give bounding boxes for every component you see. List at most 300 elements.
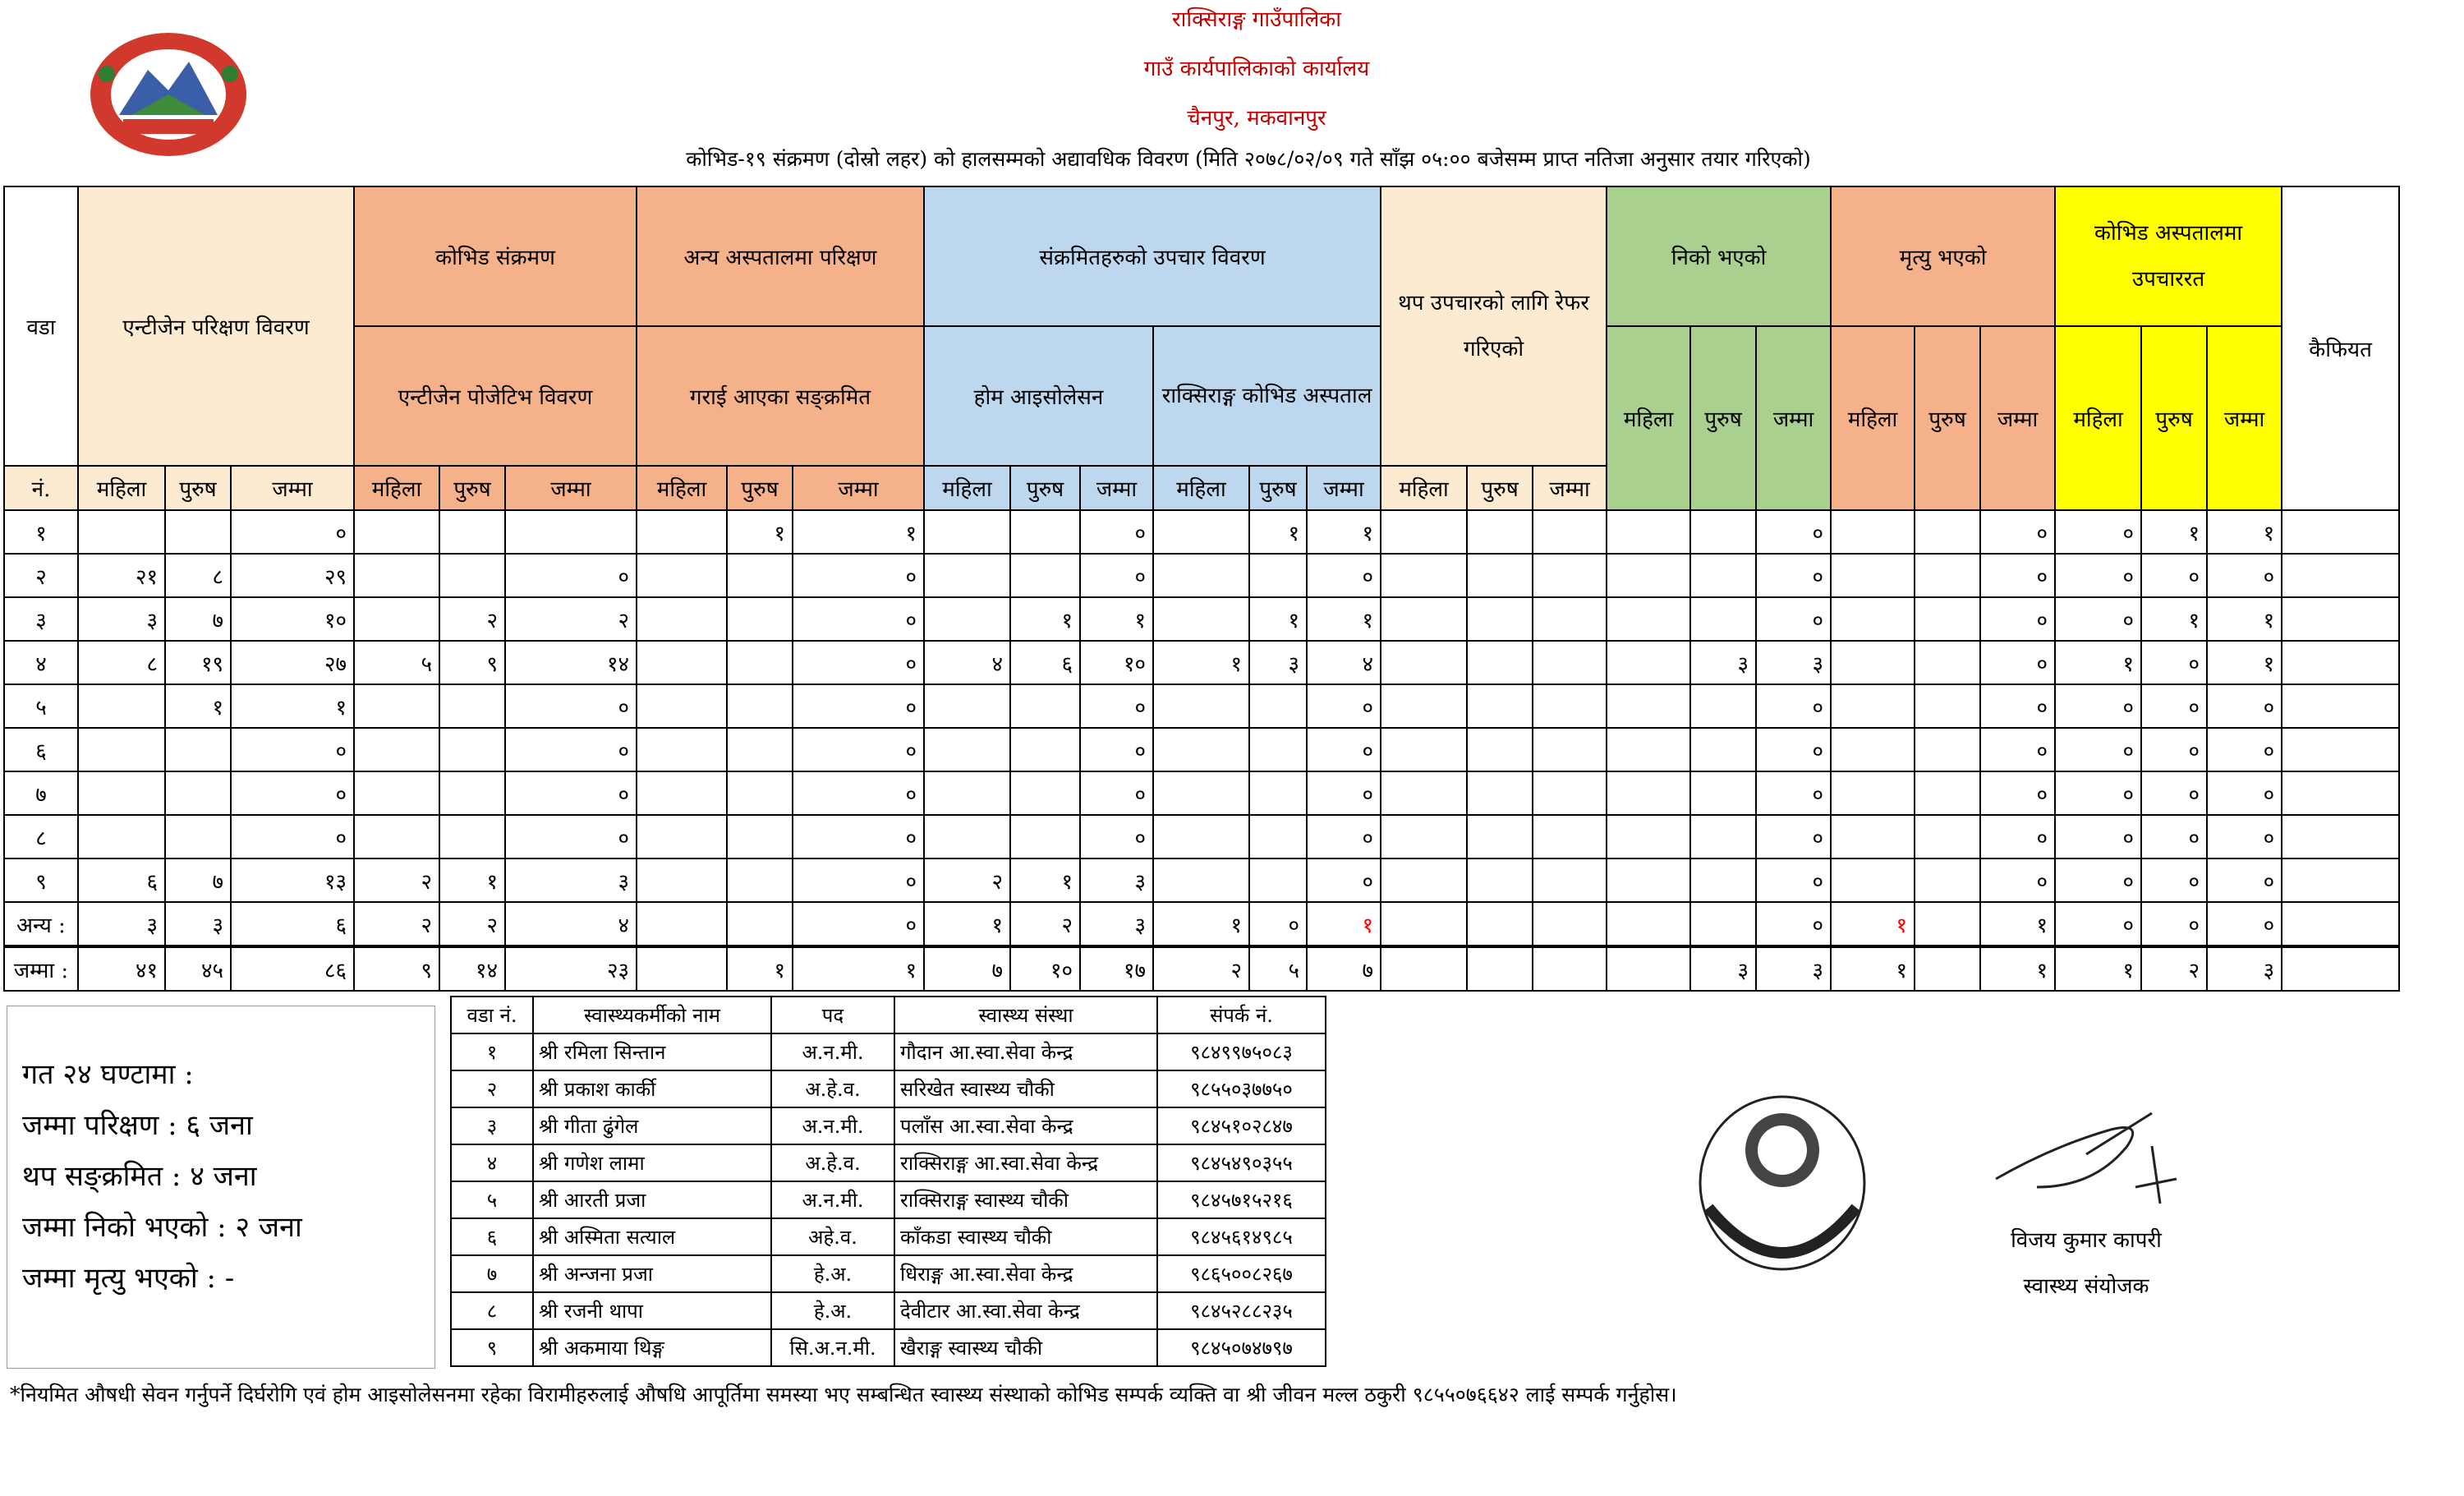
table-cell: १४ bbox=[505, 641, 637, 684]
table-cell bbox=[637, 554, 727, 597]
table-cell bbox=[1533, 815, 1607, 858]
table-cell: ० bbox=[1756, 684, 1831, 728]
table-cell bbox=[1153, 510, 1249, 554]
table-cell: १ bbox=[1249, 510, 1307, 554]
table-cell bbox=[1153, 771, 1249, 815]
table-cell: १ bbox=[1153, 641, 1249, 684]
table-cell: ० bbox=[505, 728, 637, 771]
contact-cell: राक्सिराङ्ग स्वास्थ्य चौकी bbox=[894, 1181, 1157, 1218]
table-cell: ० bbox=[2141, 815, 2207, 858]
table-cell bbox=[1249, 771, 1307, 815]
contact-cell: श्री अन्जना प्रजा bbox=[533, 1255, 771, 1292]
table-cell bbox=[1467, 728, 1533, 771]
table-cell bbox=[924, 815, 1010, 858]
nepal-emblem-icon bbox=[82, 25, 255, 164]
contact-row bbox=[451, 1255, 1326, 1292]
table-row bbox=[4, 641, 2399, 684]
table-cell: ० bbox=[2141, 684, 2207, 728]
contacts-header-row bbox=[451, 997, 1326, 1033]
ward-cell: १ bbox=[4, 510, 78, 554]
ward-cell: ९ bbox=[4, 858, 78, 902]
table-cell: ० bbox=[2141, 858, 2207, 902]
table-cell bbox=[1467, 641, 1533, 684]
ward-cell: ६ bbox=[4, 728, 78, 771]
covid-subheader: एन्टीजेन पोजेटिभ विवरण bbox=[354, 326, 637, 466]
table-cell bbox=[2282, 946, 2399, 991]
table-cell: ० bbox=[505, 684, 637, 728]
table-cell: २९ bbox=[231, 554, 354, 597]
table-cell: १ bbox=[793, 946, 924, 991]
ward-cell: ५ bbox=[4, 684, 78, 728]
table-cell: ३ bbox=[1249, 641, 1307, 684]
table-cell bbox=[2282, 684, 2399, 728]
contact-cell: अ.न.मी. bbox=[771, 1181, 894, 1218]
municipality-name: राक्सिराङ्ग गाउँपालिका bbox=[1172, 7, 1341, 32]
table-cell bbox=[439, 771, 505, 815]
table-row bbox=[4, 858, 2399, 902]
table-cell bbox=[1607, 858, 1690, 902]
home-isolation-header: होम आइसोलेसन bbox=[924, 326, 1153, 466]
table-cell bbox=[1831, 597, 1915, 641]
table-cell: ० bbox=[793, 728, 924, 771]
table-cell bbox=[637, 946, 727, 991]
ward-cell: ७ bbox=[4, 771, 78, 815]
table-cell: १ bbox=[2207, 597, 2282, 641]
table-cell: २ bbox=[924, 858, 1010, 902]
last-24h-summary bbox=[7, 1006, 435, 1369]
contact-cell: सरिखेत स्वास्थ्य चौकी bbox=[894, 1070, 1157, 1107]
table-cell bbox=[1915, 554, 1980, 597]
table-cell: ० bbox=[1249, 902, 1307, 946]
table-cell bbox=[2282, 510, 2399, 554]
contacts-header: पद bbox=[771, 997, 894, 1033]
ward-cell: ४ bbox=[4, 641, 78, 684]
table-cell bbox=[1915, 641, 1980, 684]
table-cell bbox=[439, 815, 505, 858]
col-male: पुरुष bbox=[1010, 466, 1080, 510]
col-male: पुरुष bbox=[439, 466, 505, 510]
treatment-header: संक्रमितहरुको उपचार विवरण bbox=[924, 186, 1381, 326]
table-cell: ० bbox=[231, 510, 354, 554]
table-cell: ० bbox=[2207, 902, 2282, 946]
table-cell: २ bbox=[354, 858, 439, 902]
table-cell: ४१ bbox=[78, 946, 165, 991]
contact-cell: श्री रमिला सिन्तान bbox=[533, 1033, 771, 1070]
table-row bbox=[4, 728, 2399, 771]
table-cell: ३ bbox=[165, 902, 231, 946]
table-cell bbox=[637, 641, 727, 684]
official-stamp-icon bbox=[1684, 1084, 1881, 1298]
table-cell: १ bbox=[165, 684, 231, 728]
table-cell: ० bbox=[1307, 728, 1381, 771]
table-row bbox=[4, 902, 2399, 946]
table-cell: ० bbox=[1756, 858, 1831, 902]
table-cell: ० bbox=[2207, 815, 2282, 858]
table-cell bbox=[1153, 858, 1249, 902]
col-male: पुरुष bbox=[1467, 466, 1533, 510]
contact-cell: गौदान आ.स्वा.सेवा केन्द्र bbox=[894, 1033, 1157, 1070]
col-female: महिला bbox=[1607, 326, 1690, 510]
table-cell bbox=[2282, 902, 2399, 946]
ward-cell: २ bbox=[4, 554, 78, 597]
summary-deaths: जम्मा मृत्यु भएको : - bbox=[22, 1262, 235, 1295]
table-cell: ० bbox=[1080, 684, 1153, 728]
table-row bbox=[4, 815, 2399, 858]
table-row bbox=[4, 946, 2399, 991]
table-cell bbox=[1533, 858, 1607, 902]
table-cell: १ bbox=[1080, 597, 1153, 641]
table-cell bbox=[924, 728, 1010, 771]
table-cell: ० bbox=[793, 684, 924, 728]
contact-cell: देवीटार आ.स्वा.सेवा केन्द्र bbox=[894, 1292, 1157, 1329]
table-cell: ० bbox=[2141, 554, 2207, 597]
table-cell bbox=[1690, 554, 1756, 597]
table-cell bbox=[1467, 771, 1533, 815]
table-cell: ८६ bbox=[231, 946, 354, 991]
table-cell bbox=[1153, 728, 1249, 771]
table-cell bbox=[1381, 858, 1467, 902]
table-cell bbox=[2282, 815, 2399, 858]
table-cell: ० bbox=[1756, 554, 1831, 597]
table-cell: ० bbox=[505, 815, 637, 858]
table-cell bbox=[1831, 815, 1915, 858]
ward-cell: ३ bbox=[4, 597, 78, 641]
table-cell bbox=[1381, 771, 1467, 815]
signature-icon bbox=[1988, 1097, 2201, 1212]
col-no: नं. bbox=[4, 466, 78, 510]
table-cell: १ bbox=[2055, 641, 2141, 684]
ward-cell: ८ bbox=[4, 815, 78, 858]
table-cell: ० bbox=[1080, 510, 1153, 554]
contact-row bbox=[451, 1329, 1326, 1366]
table-cell bbox=[165, 771, 231, 815]
table-cell: ३ bbox=[78, 597, 165, 641]
table-cell: ० bbox=[2055, 902, 2141, 946]
table-cell bbox=[1153, 554, 1249, 597]
summary-heading: गत २४ घण्टामा : bbox=[22, 1058, 194, 1091]
table-cell: २ bbox=[439, 902, 505, 946]
table-cell bbox=[1607, 510, 1690, 554]
contact-row bbox=[451, 1144, 1326, 1181]
table-cell: ० bbox=[793, 815, 924, 858]
table-cell bbox=[1915, 858, 1980, 902]
table-cell bbox=[727, 902, 793, 946]
table-cell: २ bbox=[505, 597, 637, 641]
table-cell bbox=[165, 728, 231, 771]
table-cell bbox=[439, 510, 505, 554]
table-cell: १ bbox=[2055, 946, 2141, 991]
table-cell bbox=[354, 597, 439, 641]
table-cell bbox=[1607, 946, 1690, 991]
table-cell: २ bbox=[2141, 946, 2207, 991]
table-cell bbox=[2282, 858, 2399, 902]
table-cell: ३ bbox=[2207, 946, 2282, 991]
table-cell: ८ bbox=[78, 641, 165, 684]
table-row bbox=[4, 554, 2399, 597]
table-cell: ५ bbox=[354, 641, 439, 684]
table-cell bbox=[2282, 597, 2399, 641]
table-cell: ० bbox=[231, 771, 354, 815]
table-cell bbox=[439, 684, 505, 728]
table-cell: ० bbox=[1756, 902, 1831, 946]
table-cell bbox=[1153, 597, 1249, 641]
contact-row bbox=[451, 1218, 1326, 1255]
table-cell: ३ bbox=[505, 858, 637, 902]
col-female: महिला bbox=[637, 466, 727, 510]
table-cell: ० bbox=[1307, 554, 1381, 597]
table-cell bbox=[1690, 902, 1756, 946]
table-cell bbox=[924, 684, 1010, 728]
contact-cell: अ.हे.व. bbox=[771, 1070, 894, 1107]
contact-cell: ९८६५००८२६७ bbox=[1157, 1255, 1326, 1292]
table-row bbox=[4, 684, 2399, 728]
table-cell bbox=[2282, 771, 2399, 815]
table-cell: ० bbox=[2207, 728, 2282, 771]
col-male: पुरुष bbox=[165, 466, 231, 510]
table-cell: २१ bbox=[78, 554, 165, 597]
table-cell: ० bbox=[2141, 641, 2207, 684]
table-cell: ० bbox=[793, 641, 924, 684]
table-cell: १ bbox=[2141, 510, 2207, 554]
table-cell bbox=[924, 597, 1010, 641]
table-cell: ७ bbox=[165, 597, 231, 641]
table-cell bbox=[2282, 641, 2399, 684]
contact-row bbox=[451, 1033, 1326, 1070]
contact-cell: श्री अकमाया थिङ्ग bbox=[533, 1329, 771, 1366]
table-cell bbox=[1831, 858, 1915, 902]
table-cell bbox=[1831, 510, 1915, 554]
table-cell: ० bbox=[1980, 858, 2055, 902]
table-cell: २ bbox=[1153, 946, 1249, 991]
table-cell bbox=[1690, 510, 1756, 554]
table-cell: ० bbox=[1756, 815, 1831, 858]
table-cell bbox=[1249, 815, 1307, 858]
table-cell bbox=[1915, 510, 1980, 554]
table-cell bbox=[1467, 554, 1533, 597]
table-cell bbox=[1690, 771, 1756, 815]
table-cell bbox=[1607, 728, 1690, 771]
col-total: जम्मा bbox=[1980, 326, 2055, 510]
table-cell: १ bbox=[439, 858, 505, 902]
table-cell bbox=[637, 815, 727, 858]
table-cell bbox=[727, 858, 793, 902]
table-cell bbox=[727, 554, 793, 597]
contact-cell: काँकडा स्वास्थ्य चौकी bbox=[894, 1218, 1157, 1255]
table-cell: ७ bbox=[1307, 946, 1381, 991]
table-cell: ७ bbox=[924, 946, 1010, 991]
table-cell bbox=[78, 815, 165, 858]
col-total: जम्मा bbox=[1756, 326, 1831, 510]
table-cell bbox=[637, 728, 727, 771]
contact-cell: ७ bbox=[451, 1255, 533, 1292]
table-cell: ० bbox=[2141, 902, 2207, 946]
table-cell bbox=[1690, 858, 1756, 902]
table-cell bbox=[637, 858, 727, 902]
table-cell: ३ bbox=[78, 902, 165, 946]
table-cell: ० bbox=[1756, 510, 1831, 554]
table-cell: ० bbox=[2141, 771, 2207, 815]
contact-cell: ४ bbox=[451, 1144, 533, 1181]
table-cell: २७ bbox=[231, 641, 354, 684]
col-female: महिला bbox=[1153, 466, 1249, 510]
table-cell: ० bbox=[2055, 684, 2141, 728]
table-cell bbox=[1607, 641, 1690, 684]
table-cell bbox=[1381, 641, 1467, 684]
col-total: जम्मा bbox=[1533, 466, 1607, 510]
contact-cell: श्री अस्मिता सत्याल bbox=[533, 1218, 771, 1255]
contact-cell: ९८४५७१५२१६ bbox=[1157, 1181, 1326, 1218]
table-cell bbox=[1381, 902, 1467, 946]
table-cell: १ bbox=[1010, 597, 1080, 641]
table-cell: ० bbox=[2141, 728, 2207, 771]
table-cell: ९ bbox=[354, 946, 439, 991]
table-cell bbox=[1607, 684, 1690, 728]
table-cell bbox=[1607, 597, 1690, 641]
contact-cell: श्री गीता ढुंगेल bbox=[533, 1107, 771, 1144]
table-cell: ९ bbox=[439, 641, 505, 684]
table-cell bbox=[1915, 728, 1980, 771]
contact-cell: हे.अ. bbox=[771, 1255, 894, 1292]
table-row bbox=[4, 597, 2399, 641]
col-female: महिला bbox=[354, 466, 439, 510]
contact-cell: ९८४५२८८२३५ bbox=[1157, 1292, 1326, 1329]
table-cell bbox=[505, 510, 637, 554]
table-cell: ० bbox=[793, 858, 924, 902]
table-cell: ३ bbox=[1756, 946, 1831, 991]
table-cell bbox=[1010, 771, 1080, 815]
table-cell bbox=[354, 510, 439, 554]
table-cell bbox=[637, 684, 727, 728]
table-cell bbox=[637, 902, 727, 946]
table-cell: १७ bbox=[1080, 946, 1153, 991]
table-cell: १ bbox=[1010, 858, 1080, 902]
col-total: जम्मा bbox=[1307, 466, 1381, 510]
table-cell bbox=[354, 815, 439, 858]
table-cell bbox=[1381, 510, 1467, 554]
col-female: महिला bbox=[78, 466, 165, 510]
table-cell bbox=[354, 728, 439, 771]
table-cell bbox=[727, 771, 793, 815]
table-cell: ४ bbox=[924, 641, 1010, 684]
table-cell: ० bbox=[1980, 684, 2055, 728]
table-cell bbox=[1607, 771, 1690, 815]
contact-cell: सि.अ.न.मी. bbox=[771, 1329, 894, 1366]
table-cell bbox=[727, 728, 793, 771]
table-cell: १९ bbox=[165, 641, 231, 684]
table-cell: ६ bbox=[231, 902, 354, 946]
contact-cell: ५ bbox=[451, 1181, 533, 1218]
table-body bbox=[4, 510, 2399, 991]
table-cell: १ bbox=[793, 510, 924, 554]
col-female: महिला bbox=[924, 466, 1010, 510]
table-cell: ० bbox=[2207, 858, 2282, 902]
col-female: महिला bbox=[1381, 466, 1467, 510]
table-cell: १ bbox=[1307, 510, 1381, 554]
table-cell: ० bbox=[1980, 510, 2055, 554]
table-cell: १ bbox=[2141, 597, 2207, 641]
table-cell bbox=[637, 597, 727, 641]
table-cell: ० bbox=[2055, 858, 2141, 902]
table-cell bbox=[439, 728, 505, 771]
table-cell bbox=[1915, 946, 1980, 991]
table-cell: ० bbox=[1980, 554, 2055, 597]
table-cell: २ bbox=[1010, 902, 1080, 946]
contact-cell: श्री प्रकाश कार्की bbox=[533, 1070, 771, 1107]
table-cell bbox=[1533, 641, 1607, 684]
office-name: गाउँ कार्यपालिकाको कार्यालय bbox=[1143, 57, 1370, 81]
table-cell bbox=[1467, 684, 1533, 728]
table-cell: ० bbox=[1980, 728, 2055, 771]
table-cell bbox=[1831, 771, 1915, 815]
col-male: पुरुष bbox=[1690, 326, 1756, 510]
contact-cell: ९८४५४९०३५५ bbox=[1157, 1144, 1326, 1181]
contacts-header: वडा नं. bbox=[451, 997, 533, 1033]
table-cell bbox=[354, 554, 439, 597]
table-cell bbox=[354, 684, 439, 728]
table-cell bbox=[1467, 510, 1533, 554]
covid-hospital-header: राक्सिराङ्ग कोभिड अस्पताल bbox=[1153, 326, 1381, 466]
contact-cell: ३ bbox=[451, 1107, 533, 1144]
contact-cell: ९ bbox=[451, 1329, 533, 1366]
signatory-name: विजय कुमार कापरी bbox=[2011, 1228, 2162, 1253]
table-cell: १ bbox=[727, 510, 793, 554]
table-cell: ५ bbox=[1249, 946, 1307, 991]
table-cell bbox=[727, 815, 793, 858]
table-cell bbox=[637, 510, 727, 554]
in-hospital-header: कोभिड अस्पतालमा उपचाररत bbox=[2055, 186, 2282, 326]
table-cell: ० bbox=[2055, 597, 2141, 641]
contact-cell: ८ bbox=[451, 1292, 533, 1329]
table-cell bbox=[165, 815, 231, 858]
contact-cell: ९८५५०३७७५० bbox=[1157, 1070, 1326, 1107]
contact-cell: हे.अ. bbox=[771, 1292, 894, 1329]
table-cell: ० bbox=[1307, 771, 1381, 815]
table-cell bbox=[1381, 946, 1467, 991]
table-cell bbox=[1249, 554, 1307, 597]
contact-cell: श्री गणेश लामा bbox=[533, 1144, 771, 1181]
table-cell: ० bbox=[1080, 815, 1153, 858]
table-cell bbox=[1533, 771, 1607, 815]
table-cell: ६ bbox=[78, 858, 165, 902]
table-row bbox=[4, 771, 2399, 815]
table-cell: ० bbox=[1980, 771, 2055, 815]
table-cell bbox=[1533, 902, 1607, 946]
table-cell bbox=[439, 554, 505, 597]
antigen-header: एन्टीजेन परिक्षण विवरण bbox=[78, 186, 354, 466]
table-cell: ० bbox=[231, 728, 354, 771]
table-cell bbox=[1249, 858, 1307, 902]
table-cell bbox=[637, 771, 727, 815]
table-cell: ० bbox=[793, 771, 924, 815]
death-header: मृत्यु भएको bbox=[1831, 186, 2055, 326]
contacts-header: स्वास्थ्य संस्था bbox=[894, 997, 1157, 1033]
contact-cell: १ bbox=[451, 1033, 533, 1070]
contacts-header: संपर्क नं. bbox=[1157, 997, 1326, 1033]
table-cell: ० bbox=[1980, 641, 2055, 684]
col-total: जम्मा bbox=[231, 466, 354, 510]
col-male: पुरुष bbox=[727, 466, 793, 510]
ward-cell: जम्मा : bbox=[4, 946, 78, 991]
contact-row bbox=[451, 1292, 1326, 1329]
table-cell bbox=[1915, 902, 1980, 946]
ward-cell: अन्य : bbox=[4, 902, 78, 946]
table-cell bbox=[78, 771, 165, 815]
table-cell: ० bbox=[505, 771, 637, 815]
table-cell bbox=[1467, 946, 1533, 991]
table-cell bbox=[1690, 684, 1756, 728]
contact-cell: खैराङ्ग स्वास्थ्य चौकी bbox=[894, 1329, 1157, 1366]
col-total: जम्मा bbox=[1080, 466, 1153, 510]
